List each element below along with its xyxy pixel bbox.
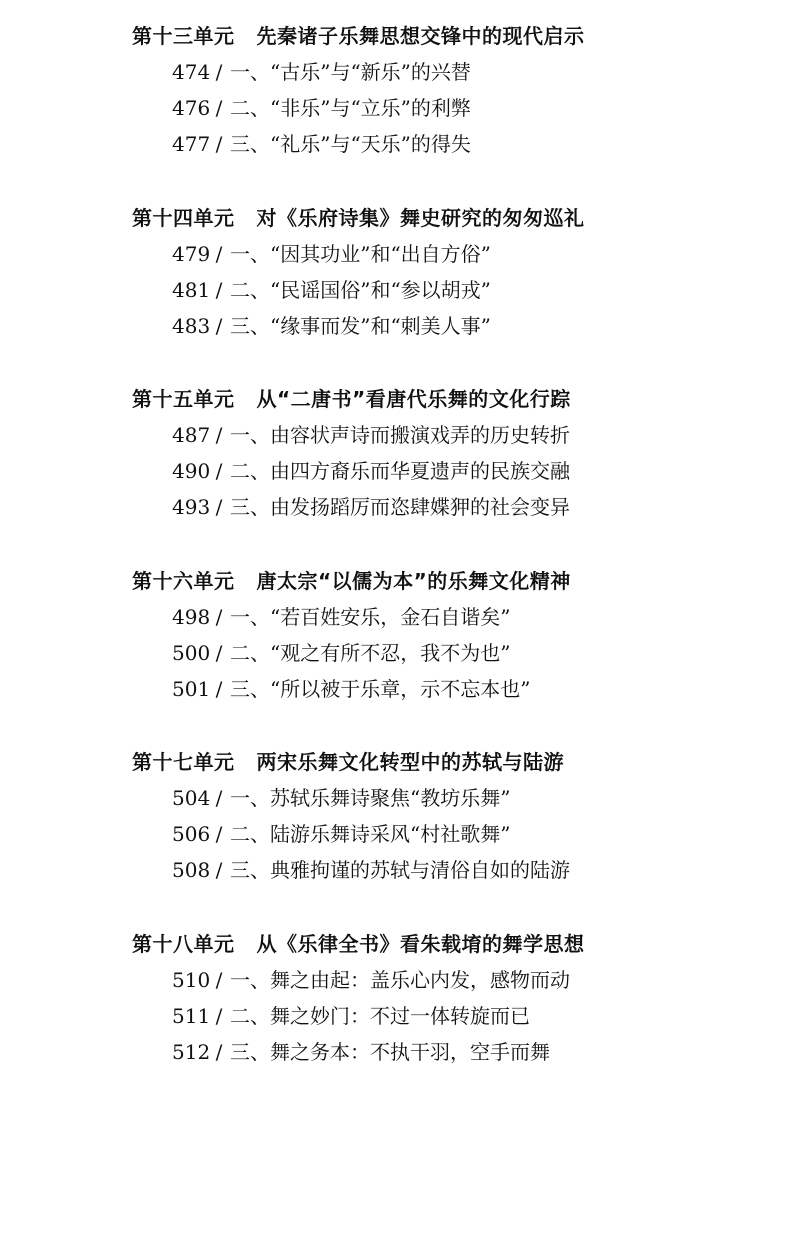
toc-entry[interactable]	[132, 635, 772, 671]
page-number: 506	[172, 822, 211, 846]
toc-entry[interactable]	[132, 998, 772, 1034]
unit-17	[132, 744, 772, 926]
unit-title: 唐太宗“以儒为本”的乐舞文化精神	[256, 568, 571, 593]
page-number: 501	[172, 676, 211, 701]
separator: /	[215, 822, 223, 846]
unit-heading	[132, 926, 772, 962]
entry-title: 二、陆游乐舞诗采风“村社歌舞”	[230, 822, 511, 846]
unit-title: 从《乐律全书》看朱载堉的舞学思想	[256, 931, 585, 956]
entry-title: 一、“若百姓安乐，金石自谐矣”	[230, 604, 511, 629]
separator: /	[215, 459, 223, 483]
entry-title: 三、“缘事而发”和“刺美人事”	[230, 313, 491, 338]
unit-15	[132, 381, 772, 563]
separator: /	[215, 60, 223, 84]
page-number: 476	[172, 96, 211, 120]
page-number: 504	[172, 786, 211, 810]
entry-title: 一、舞之由起：盖乐心内发，感物而动	[230, 967, 570, 992]
unit-label: 第十七单元	[132, 750, 235, 774]
unit-title: 先秦诸子乐舞思想交锋中的现代启示	[256, 24, 585, 48]
unit-title: 从“二唐书”看唐代乐舞的文化行踪	[256, 387, 571, 411]
toc-entry[interactable]	[132, 599, 772, 635]
entry-title: 一、“古乐”与“新乐”的兴替	[230, 60, 471, 84]
page-number: 487	[172, 423, 211, 447]
entry-title: 一、“因其功业”和“出自方俗”	[230, 241, 491, 266]
toc-entry[interactable]	[132, 236, 772, 272]
page-number: 483	[172, 313, 211, 338]
separator: /	[215, 604, 223, 629]
page-number: 512	[172, 1039, 211, 1064]
toc-entry[interactable]	[132, 1034, 772, 1070]
page-number: 490	[172, 459, 211, 483]
unit-label: 第十五单元	[132, 387, 235, 411]
separator: /	[215, 858, 223, 882]
separator: /	[215, 423, 223, 447]
toc-entry[interactable]	[132, 489, 772, 525]
entry-title: 三、舞之务本：不执干羽，空手而舞	[230, 1039, 550, 1064]
entry-title: 三、“礼乐”与“天乐”的得失	[230, 132, 471, 156]
toc-entry[interactable]	[132, 272, 772, 308]
unit-heading	[132, 563, 772, 599]
page-number: 479	[172, 241, 211, 266]
page-number: 474	[172, 60, 211, 84]
unit-heading	[132, 744, 772, 780]
entry-title: 三、“所以被于乐章，示不忘本也”	[230, 676, 531, 701]
separator: /	[215, 277, 223, 302]
unit-14	[132, 200, 772, 382]
separator: /	[215, 676, 223, 701]
unit-title: 两宋乐舞文化转型中的苏轼与陆游	[256, 750, 564, 774]
page-number: 510	[172, 967, 211, 992]
unit-13	[132, 18, 772, 200]
entry-title: 三、由发扬蹈厉而恣肆媟狎的社会变异	[230, 495, 570, 519]
entry-title: 一、由容状声诗而搬演戏弄的历史转折	[230, 423, 570, 447]
separator: /	[215, 495, 223, 519]
page-number: 498	[172, 604, 211, 629]
toc-entry[interactable]	[132, 780, 772, 816]
separator: /	[215, 640, 223, 665]
entry-title: 二、“民谣国俗”和“参以胡戎”	[230, 277, 491, 302]
toc-entry[interactable]	[132, 453, 772, 489]
toc-entry[interactable]	[132, 816, 772, 852]
entry-title: 一、苏轼乐舞诗聚焦“教坊乐舞”	[230, 786, 511, 810]
page-number: 500	[172, 640, 211, 665]
toc-entry[interactable]	[132, 54, 772, 90]
separator: /	[215, 786, 223, 810]
separator: /	[215, 96, 223, 120]
toc-entry[interactable]	[132, 417, 772, 453]
page-number: 481	[172, 277, 211, 302]
separator: /	[215, 1003, 223, 1028]
toc-entry[interactable]	[132, 852, 772, 888]
unit-label: 第十四单元	[132, 205, 235, 230]
page-number: 493	[172, 495, 211, 519]
separator: /	[215, 967, 223, 992]
unit-16	[132, 563, 772, 745]
page-number: 477	[172, 132, 211, 156]
separator: /	[215, 1039, 223, 1064]
unit-heading	[132, 18, 772, 54]
unit-18	[132, 926, 772, 1108]
separator: /	[215, 132, 223, 156]
unit-title: 对《乐府诗集》舞史研究的匆匆巡礼	[256, 205, 585, 230]
unit-heading	[132, 200, 772, 236]
toc-entry[interactable]	[132, 308, 772, 344]
separator: /	[215, 241, 223, 266]
table-of-contents	[132, 18, 772, 1107]
toc-entry[interactable]	[132, 90, 772, 126]
separator: /	[215, 313, 223, 338]
entry-title: 二、“非乐”与“立乐”的利弊	[230, 96, 471, 120]
toc-entry[interactable]	[132, 126, 772, 162]
unit-label: 第十六单元	[132, 568, 235, 593]
page-number: 511	[172, 1003, 211, 1028]
toc-entry[interactable]	[132, 962, 772, 998]
unit-heading	[132, 381, 772, 417]
entry-title: 二、“观之有所不忍，我不为也”	[230, 640, 511, 665]
unit-label: 第十三单元	[132, 24, 235, 48]
entry-title: 二、舞之妙门：不过一体转旋而已	[230, 1003, 530, 1028]
page-number: 508	[172, 858, 211, 882]
toc-entry[interactable]	[132, 671, 772, 707]
unit-label: 第十八单元	[132, 931, 235, 956]
entry-title: 三、典雅拘谨的苏轼与清俗自如的陆游	[230, 858, 570, 882]
entry-title: 二、由四方裔乐而华夏遗声的民族交融	[230, 459, 570, 483]
